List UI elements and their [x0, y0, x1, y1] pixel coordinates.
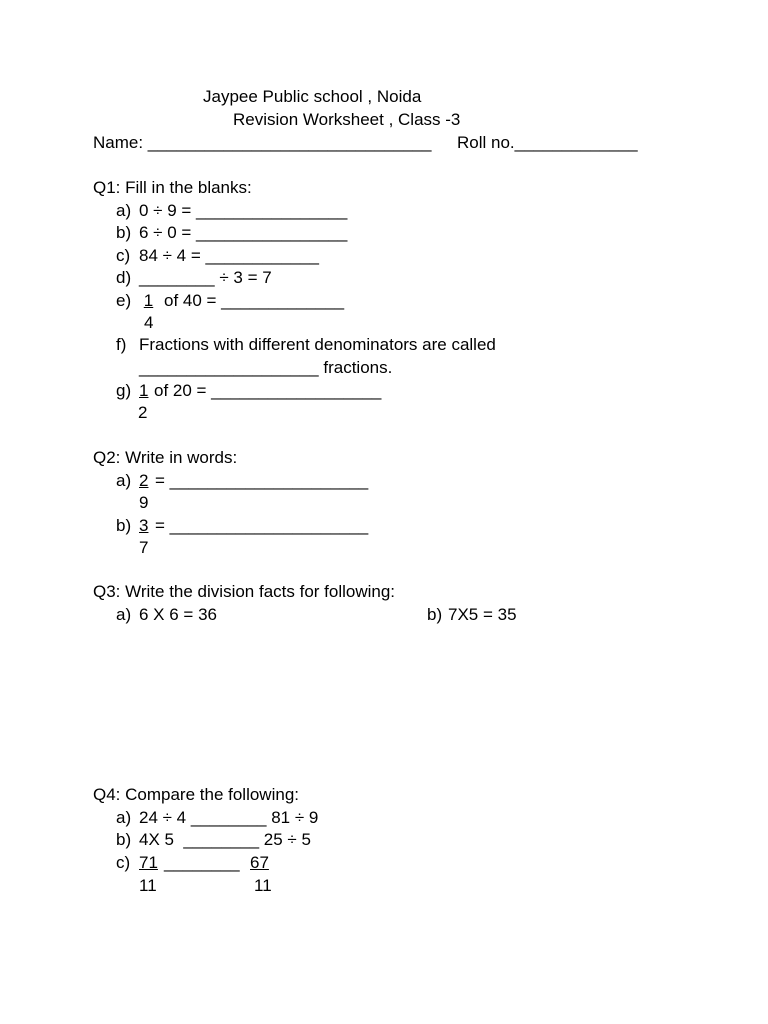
- q3-b-label: b): [427, 605, 443, 624]
- q1-c-text: 84 ÷ 4 = ____________: [139, 246, 319, 265]
- q4-b-label: b): [116, 830, 132, 849]
- q2-b-numerator: 3: [139, 516, 149, 535]
- q2-title: Q2: Write in words:: [93, 448, 238, 467]
- q1-a-text: 0 ÷ 9 = ________________: [139, 201, 348, 220]
- q1-e-numerator: 1: [143, 291, 154, 310]
- q4-c-numerator-1: 71: [139, 853, 158, 872]
- name-field-line: Name: ______________________________: [93, 133, 432, 152]
- q3-a-label: a): [116, 605, 132, 624]
- q3-title: Q3: Write the division facts for following:: [93, 582, 396, 601]
- q2-b-denominator: 7: [139, 538, 149, 557]
- q1-e-denominator: 4: [144, 313, 154, 332]
- q4-title: Q4: Compare the following:: [93, 785, 299, 804]
- q2-b-label: b): [116, 516, 132, 535]
- q1-f-line1: Fractions with different denominators are called: [139, 335, 496, 354]
- q2-b-text: = _____________________: [155, 516, 369, 535]
- q1-b-text: 6 ÷ 0 = ________________: [139, 223, 348, 242]
- q1-e-label: e): [116, 291, 132, 310]
- q1-c-label: c): [116, 246, 131, 265]
- q2-a-text: = _____________________: [155, 471, 369, 490]
- school-name: Jaypee Public school , Noida: [203, 87, 422, 106]
- q2-a-denominator: 9: [139, 493, 149, 512]
- q1-g-text: of 20 = __________________: [154, 381, 382, 400]
- q1-f-label: f): [116, 335, 127, 354]
- q4-c-numerator-2: 67: [250, 853, 269, 872]
- q1-e-text: of 40 = _____________: [164, 291, 345, 310]
- roll-no-field-line: Roll no._____________: [457, 133, 638, 152]
- q4-a-text: 24 ÷ 4 ________ 81 ÷ 9: [139, 808, 319, 827]
- q3-b-text: 7X5 = 35: [448, 605, 517, 624]
- q1-a-label: a): [116, 201, 132, 220]
- worksheet-title: Revision Worksheet , Class -3: [233, 110, 461, 129]
- q3-a-text: 6 X 6 = 36: [139, 605, 217, 624]
- q1-b-label: b): [116, 223, 132, 242]
- q2-a-label: a): [116, 471, 132, 490]
- q4-c-denominator-2: 11: [254, 876, 272, 895]
- q1-f-line2: ___________________ fractions.: [139, 358, 393, 377]
- q4-b-text: 4X 5 ________ 25 ÷ 5: [139, 830, 311, 849]
- q4-a-label: a): [116, 808, 132, 827]
- q1-g-numerator: 1: [139, 381, 149, 400]
- q1-title: Q1: Fill in the blanks:: [93, 178, 252, 197]
- q4-c-blank: ________: [164, 853, 240, 872]
- q1-d-text: ________ ÷ 3 = 7: [139, 268, 272, 287]
- q4-c-denominator-1: 11: [139, 876, 157, 895]
- q1-g-label: g): [116, 381, 132, 400]
- q2-a-numerator: 2: [139, 471, 149, 490]
- q1-g-denominator: 2: [138, 403, 148, 422]
- q1-d-label: d): [116, 268, 132, 287]
- q4-c-label: c): [116, 853, 131, 872]
